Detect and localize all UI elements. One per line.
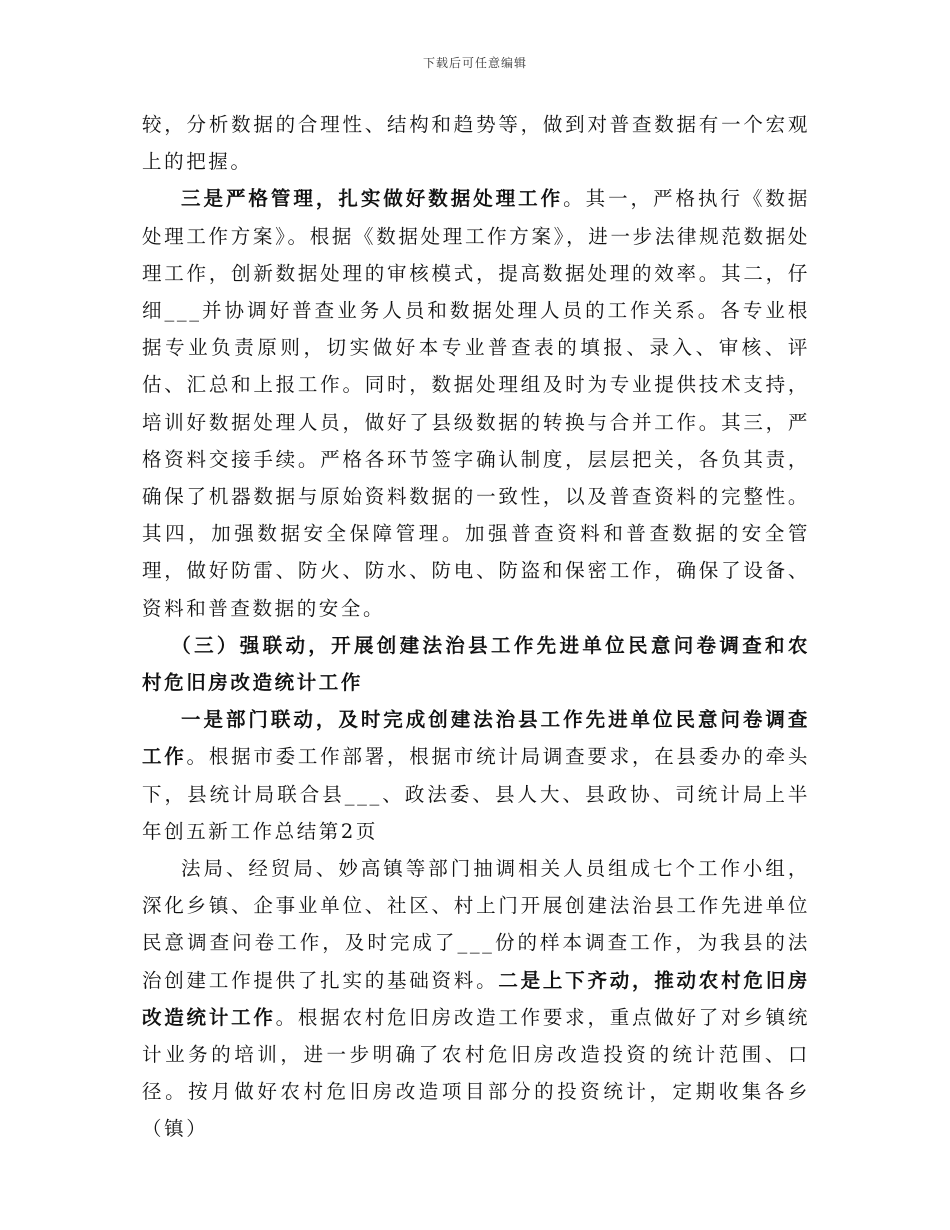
paragraph-bold-lead: 一是部门联动，及时完成创建法治县工作先进单位民意问卷调查工作 — [142, 708, 810, 769]
document-body — [142, 106, 810, 1148]
page-header: 下载后可任意编辑 — [422, 56, 527, 70]
paragraph-bold-lead: 三是严格管理，扎实做好数据处理工作 — [181, 187, 564, 211]
paragraph-text: 法局、经贸局、妙高镇等部门抽调相关人员组成七个工作小组，深化乡镇、企事业单位、社区、村上门开展创建法治县工作先进单位民意调查问卷工作，及时完成了___份的样本调查工作，为我县的法治创建工作提供了扎实的基础资料。 — [142, 857, 810, 992]
section-heading — [142, 627, 810, 701]
paragraph-text: 。其一，严格执行《数据处理工作方案》。根据《数据处理工作方案》，进一步法律规范数据处理工作，创新数据处理的审核模式，提高数据处理的效率。其二，仔细___并协调好普查业务人员和数据处理人员的工作关系。各专业根据专业负责原则，切实做好本专业普查表的填报、录入、审核、评估、汇总和上报工作。同时，数据处理组及时为专业提供技术支持，培训好数据处理人员，做好了县级数据的转换与合并工作。其三，严格资料交接手续。严格各环节签字确认制度，层层把关，各负其责，确保了机器数据与原始资料数据的一致性，以及普查资料的完整性。其四，加强数据安全保障管理。加强普查资料和普查数据的安全管理，做好防雷、防火、防水、防电、防盗和保密工作，确保了设备、资料和普查数据的安全。 — [142, 187, 810, 620]
paragraph-data-processing — [142, 180, 810, 626]
paragraph-text: 。根据农村危旧房改造工作要求，重点做好了对乡镇统计业务的培训，进一步明确了农村危旧房改造投资的统计范围、口径。按月做好农村危旧房改造项目部分的投资统计，定期收集各乡（镇） — [142, 1005, 810, 1141]
paragraph-text: 较，分析数据的合理性、结构和趋势等，做到对普查数据有一个宏观上的把握。 — [142, 113, 810, 174]
paragraph-continuation — [142, 106, 810, 180]
section-heading-text: （三）强联动，开展创建法治县工作先进单位民意问卷调查和农村危旧房改造统计工作 — [142, 633, 810, 695]
paragraph-housing-statistics — [142, 850, 810, 1148]
paragraph-bold-lead: 二是上下齐动，推动农村危旧房改造统计工作 — [142, 968, 810, 1029]
paragraph-department-linkage — [142, 701, 810, 850]
paragraph-text: 。根据市委工作部署，根据市统计局调查要求，在县委办的牵头下，县统计局联合县___、政法委、县人大、县政协、司统计局上半年创五新工作总结第2页 — [142, 745, 810, 843]
